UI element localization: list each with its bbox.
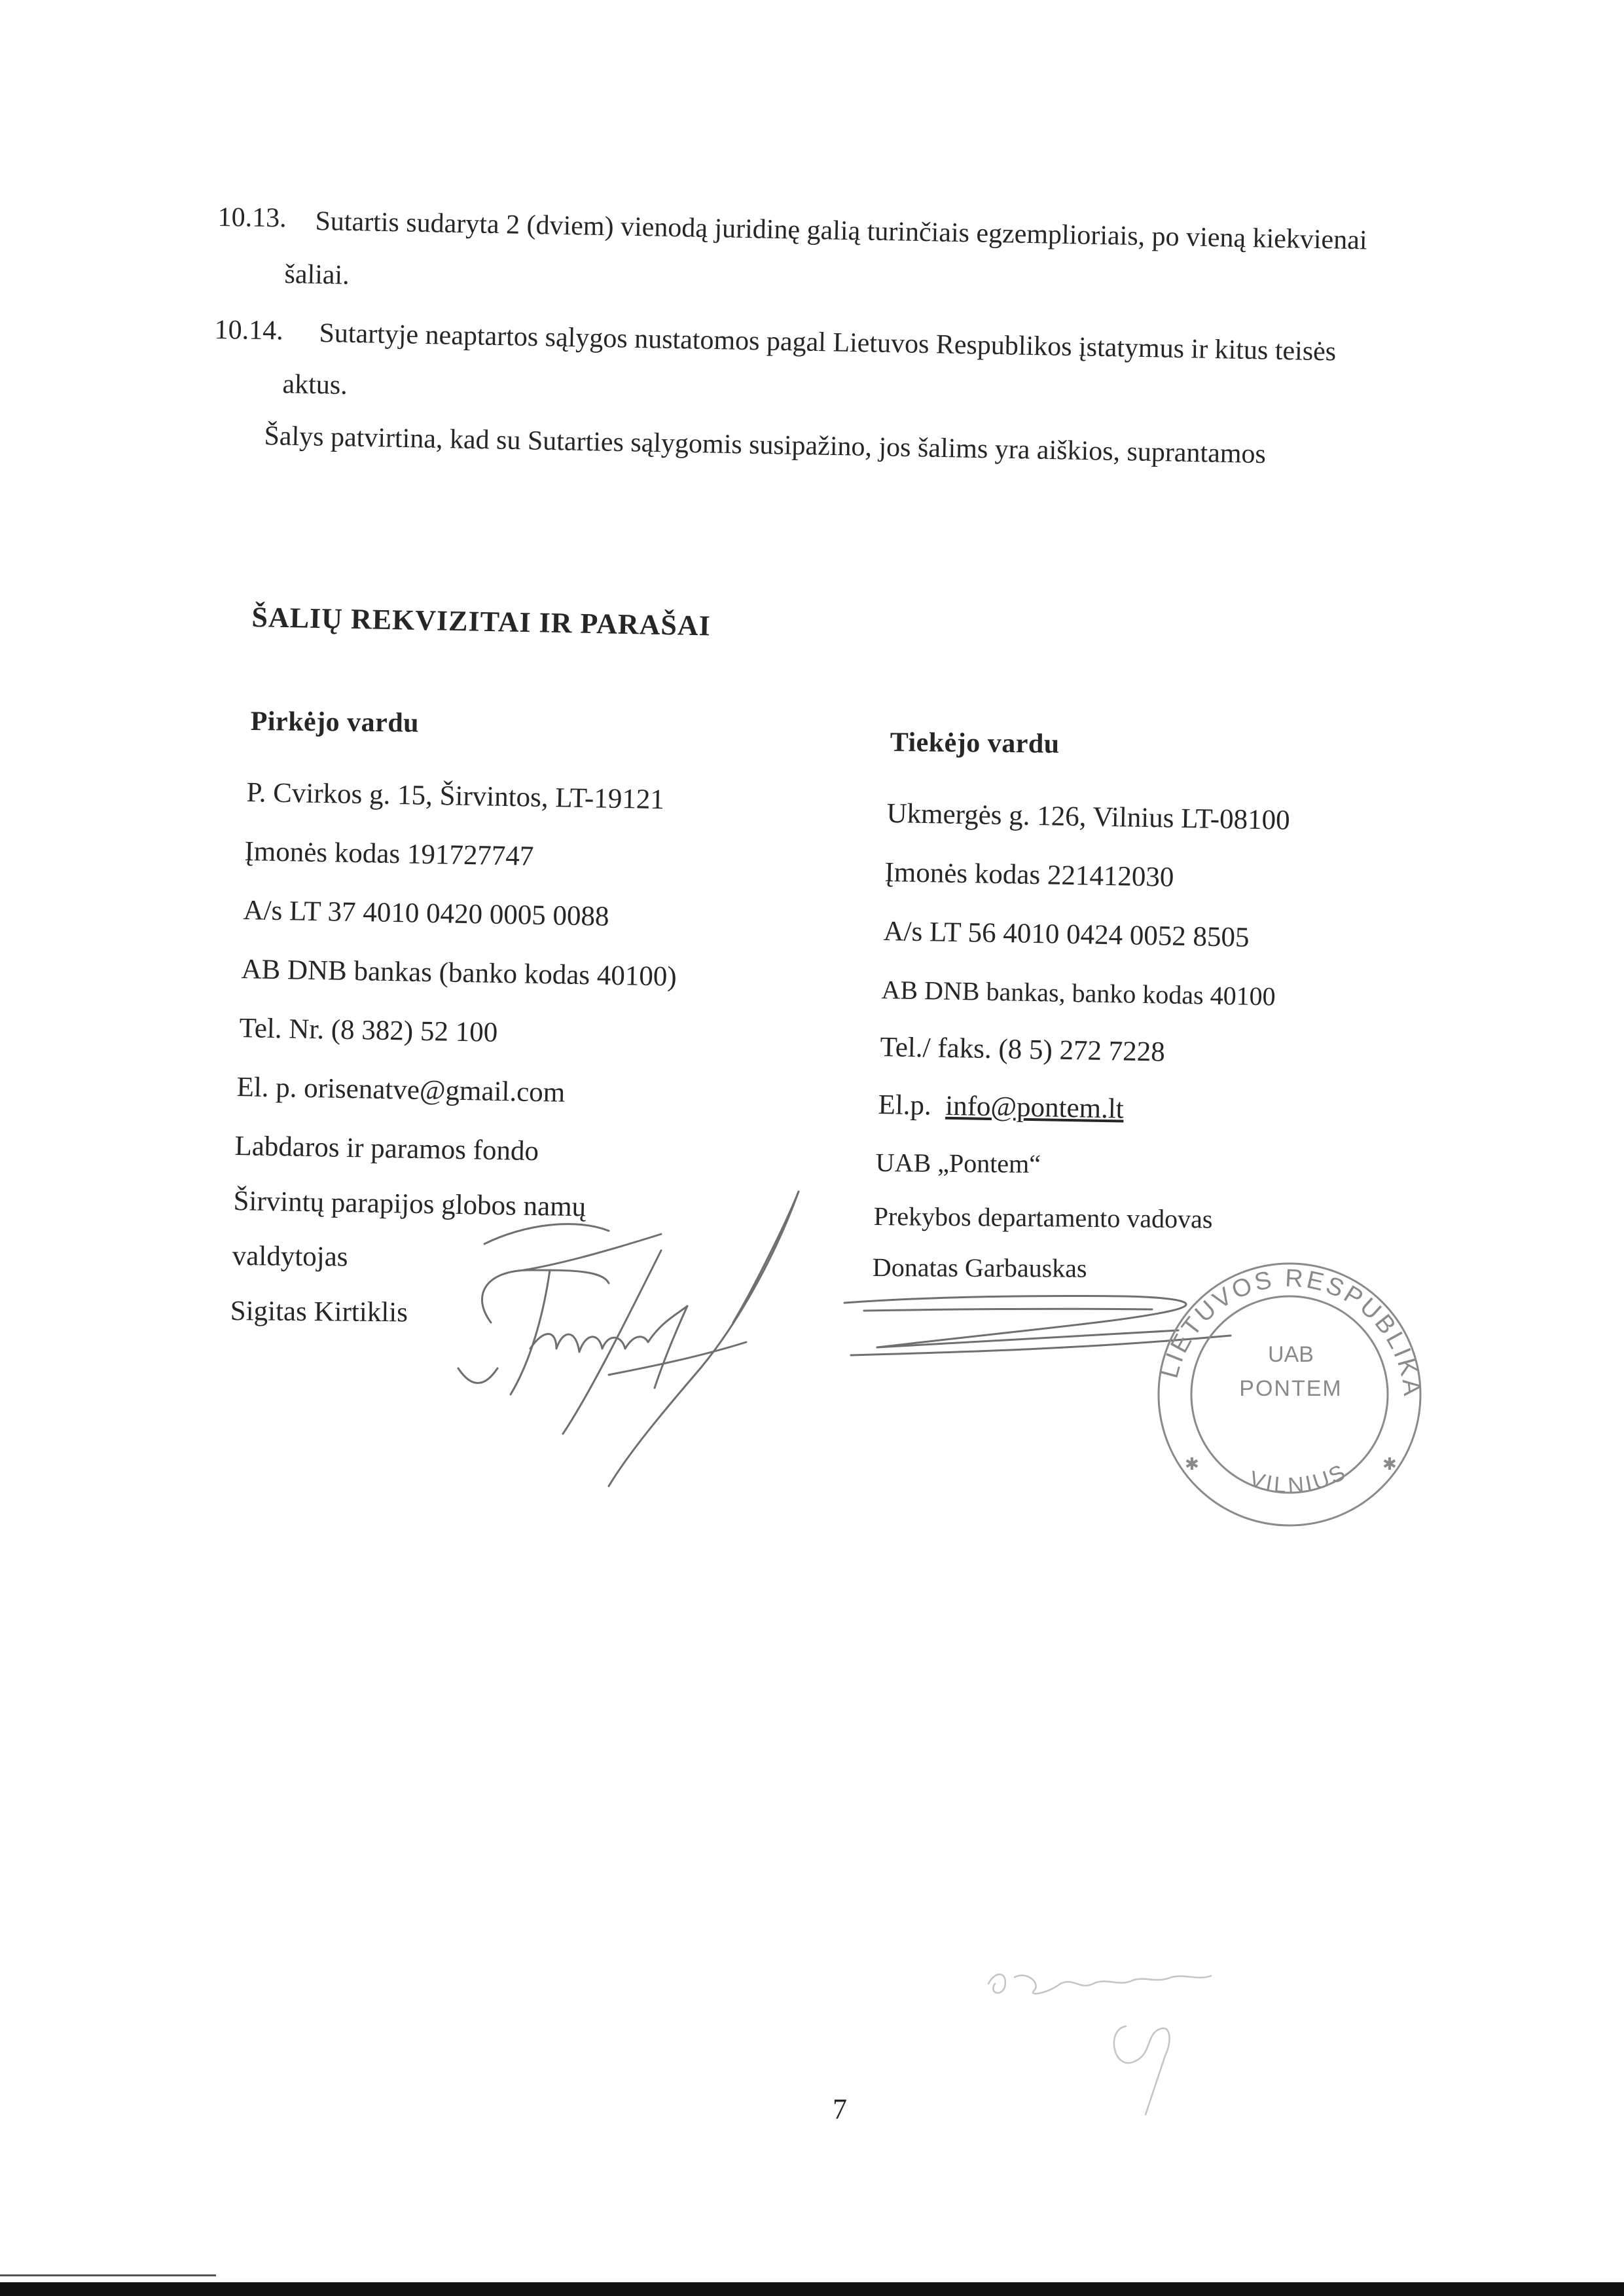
supplier-phone: Tel./ faks. (8 5) 272 7228 xyxy=(880,1031,1166,1068)
supplier-account: A/s LT 56 4010 0424 0052 8505 xyxy=(883,915,1250,953)
stamp-line2: PONTEM xyxy=(1239,1376,1343,1401)
buyer-role: valdytojas xyxy=(232,1241,348,1273)
supplier-address: Ukmergės g. 126, Vilnius LT-08100 xyxy=(886,797,1291,836)
buyer-address: P. Cvirkos g. 15, Širvintos, LT-19121 xyxy=(246,776,665,816)
stamp-bottom-text: VILNIUS xyxy=(1246,1459,1352,1499)
buyer-email: El. p. orisenatve@gmail.com xyxy=(236,1071,566,1108)
scan-edge-bar xyxy=(0,2282,1624,2296)
clause-number: 10.14. xyxy=(214,314,283,346)
page-number: 7 xyxy=(833,2093,847,2125)
supplier-bank: AB DNB bankas, banko kodas 40100 xyxy=(881,974,1276,1011)
supplier-title: Tiekėjo vardu xyxy=(890,727,1060,759)
clause-text: Sutartis sudaryta 2 (dviem) vienodą juridinę galią turinčiais egzemplioriais, po vieną kiekvienai xyxy=(315,206,1367,256)
svg-text:VILNIUS xyxy=(1246,1459,1352,1498)
closing-statement: Šalys patvirtina, kad su Sutarties sąlygomis susipažino, jos šalims yra aiškios, suprantamos xyxy=(264,420,1267,470)
section-heading: ŠALIŲ REKVIZITAI IR PARAŠAI xyxy=(251,600,712,642)
stamp-star-icon: ✱ xyxy=(1382,1455,1397,1474)
buyer-account: A/s LT 37 4010 0420 0005 0088 xyxy=(243,894,609,932)
buyer-organization: Širvintų parapijos globos namų xyxy=(233,1185,586,1223)
buyer-phone: Tel. Nr. (8 382) 52 100 xyxy=(239,1012,498,1048)
supplier-email-label: El.p. xyxy=(878,1089,932,1121)
clause-number: 10.13. xyxy=(217,202,287,234)
buyer-signatory: Sigitas Kirtiklis xyxy=(230,1296,408,1328)
buyer-signature xyxy=(445,1172,812,1512)
clause-continuation: aktus. xyxy=(282,369,348,401)
supplier-signatory: Donatas Garbauskas xyxy=(872,1252,1087,1283)
supplier-position: Prekybos departamento vadovas xyxy=(873,1201,1213,1234)
supplier-email-link[interactable]: info@pontem.lt xyxy=(945,1090,1125,1125)
buyer-organization: Labdaros ir paramos fondo xyxy=(234,1130,539,1167)
supplier-company: UAB „Pontem“ xyxy=(875,1148,1041,1179)
scan-edge-line xyxy=(0,2274,216,2276)
stamp-outer-text: LIETUVOS RESPUBLIKA xyxy=(1155,1264,1426,1400)
company-stamp xyxy=(1139,1250,1440,1539)
stamp-line1: UAB xyxy=(1268,1342,1314,1367)
buyer-title: Pirkėjo vardu xyxy=(250,706,420,738)
page-initials xyxy=(975,1958,1237,2121)
stamp-star-icon: ✱ xyxy=(1185,1455,1199,1474)
buyer-bank: AB DNB bankas (banko kodas 40100) xyxy=(241,953,677,993)
supplier-email-line xyxy=(878,1089,1124,1125)
supplier-company-code: Įmonės kodas 221412030 xyxy=(884,856,1174,893)
clause-text: Sutartyje neaptartos sąlygos nustatomos pagal Lietuvos Respublikos įstatymus ir kitus teisės xyxy=(319,318,1337,367)
clause-continuation: šaliai. xyxy=(284,259,350,291)
buyer-company-code: Įmonės kodas 191727747 xyxy=(244,835,534,872)
